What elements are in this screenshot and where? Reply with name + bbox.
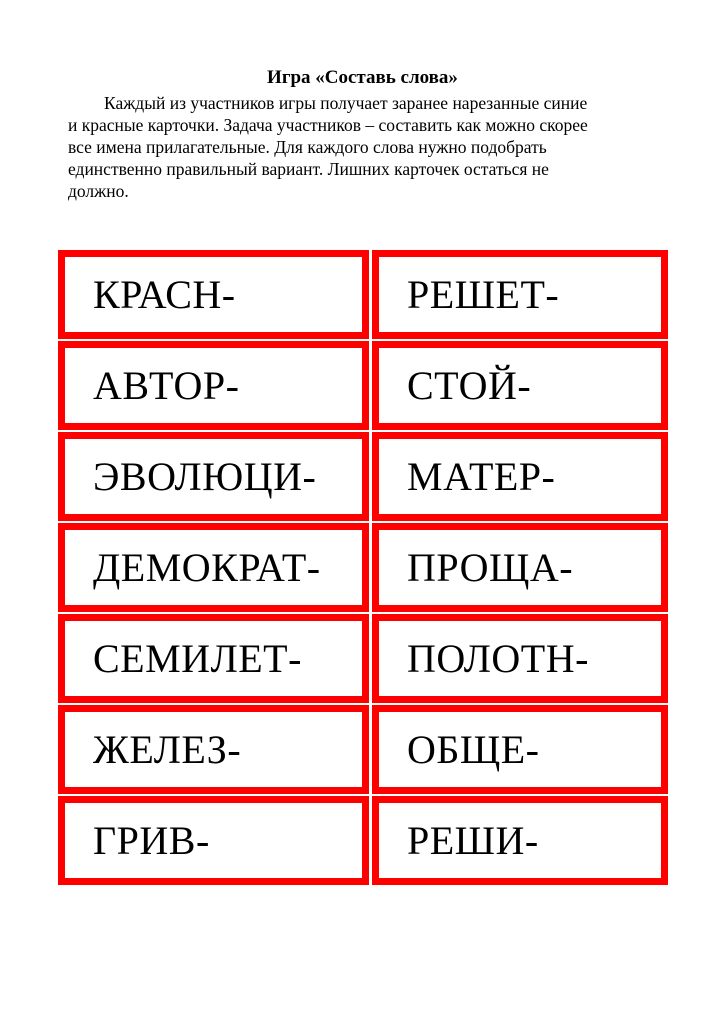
- word-card: ПОЛОТН-: [372, 614, 668, 703]
- word-card: ЖЕЛЕЗ-: [58, 705, 369, 794]
- word-card: АВТОР-: [58, 341, 369, 430]
- word-card: ПРОЩА-: [372, 523, 668, 612]
- instructions-line: единственно правильный вариант. Лишних карточек остаться не: [68, 159, 549, 179]
- word-card: РЕШИ-: [372, 796, 668, 885]
- instructions-line: Каждый из участников игры получает заранее нарезанные синие: [104, 93, 588, 113]
- word-card: ОБЩЕ-: [372, 705, 668, 794]
- word-card: РЕШЕТ-: [372, 250, 668, 339]
- page-title: Игра «Составь слова»: [267, 67, 458, 88]
- word-card: ДЕМОКРАТ-: [58, 523, 369, 612]
- word-card: МАТЕР-: [372, 432, 668, 521]
- word-card: СЕМИЛЕТ-: [58, 614, 369, 703]
- word-card: СТОЙ-: [372, 341, 668, 430]
- instructions-line: все имена прилагательные. Для каждого слова нужно подобрать: [68, 137, 547, 157]
- instructions-line: и красные карточки. Задача участников – составить как можно скорее: [68, 115, 588, 135]
- word-card: ЭВОЛЮЦИ-: [58, 432, 369, 521]
- word-cards-table: [58, 250, 668, 885]
- instructions-line: должно.: [68, 181, 129, 201]
- instructions-paragraph: [68, 92, 588, 202]
- word-card: ГРИВ-: [58, 796, 369, 885]
- word-card: КРАСН-: [58, 250, 369, 339]
